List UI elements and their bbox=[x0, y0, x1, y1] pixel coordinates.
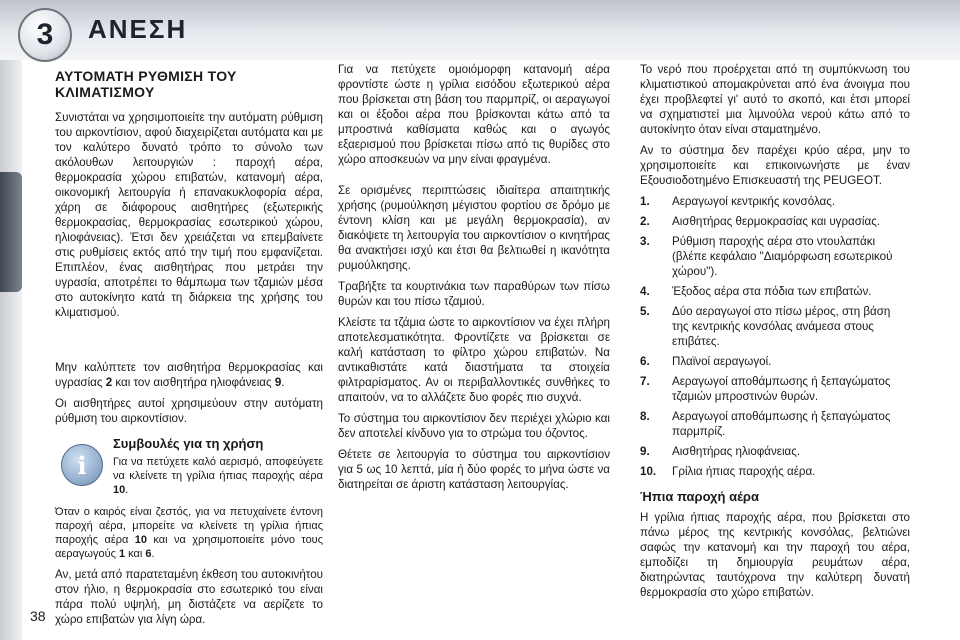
ref-number: 10 bbox=[134, 534, 147, 546]
paragraph: Οι αισθητήρες αυτοί χρησιμεύουν στην αυτόματη ρύθμιση του αιρκοντίσιον. bbox=[55, 397, 323, 425]
tip-box bbox=[55, 436, 323, 497]
legend-text: Δύο αεραγωγοί στο πίσω μέρος, στη βάση της κεντρικής κονσόλας ανάμεσα στους επιβάτες. bbox=[672, 305, 891, 348]
legend-item bbox=[640, 374, 910, 404]
legend-number: 9. bbox=[640, 445, 650, 458]
legend-text: Αισθητήρας θερμοκρασίας και υγρασίας. bbox=[672, 215, 881, 228]
paragraph bbox=[55, 505, 323, 561]
tip-text bbox=[113, 455, 323, 497]
legend-item bbox=[640, 354, 910, 369]
paragraph: Αν το σύστημα δεν παρέχει κρύο αέρα, μην το χρησιμοποιείτε και επικοινωνήστε με έναν Εξουσιοδοτημένο Επισκευαστή της PEUGEOT. bbox=[640, 144, 910, 187]
paragraph: Θέτετε σε λειτουργία το σύστημα του αιρκοντίσιον για 5 ως 10 λεπτά, μία ή δύο φορές το μήνα ώστε να διατηρείται σε άριστη κατάσταση λειτουργίας. bbox=[338, 448, 610, 491]
legend-text: Ρύθμιση παροχής αέρα στο ντουλαπάκι (βλέπε κεφάλαιο "Διαμόρφωση εσωτερικού χώρου"). bbox=[672, 235, 893, 278]
ref-number: 10 bbox=[113, 484, 126, 496]
legend-number: 5. bbox=[640, 305, 650, 318]
paragraph: Συνιστάται να χρησιμοποιείτε την αυτόματη ρύθμιση του αιρκοντίσιον, αφού διαχειρίζεται αυτόματα και με τον καλύτερο δυνατό τρόπο το σύνολο των ακόλουθων λειτουργιών : παροχή αέρα, θερμοκρασία χώρου επιβατών, κατανομή αέρα, οικονομική λειτουργία ή επανακυκλοφορία αέρα, χάρη σε διάφορους αισθητήρες (εξωτερικής θερμοκρασίας, θερμοκρασίας εσωτερικού χώρου, ηλιοφάνειας). Έτσι δεν χρειάζεται να επεμβαίνετε στις ρυθμίσεις εκτός από την τιμή που εμφανίζεται. Επιπλέον, ένας αισθητήρας που μετράει την υγρασία, αποτρέπει το θάμπωμα των τζαμιών μέσα στο αυτοκίνητο κατά τη διάρκεια της χρήσης του κλιματισμού. bbox=[55, 111, 323, 319]
info-icon: i bbox=[61, 444, 103, 486]
legend-item bbox=[640, 194, 910, 209]
legend-text: Αεραγωγοί αποθάμπωσης ή ξεπαγώματος παρμπρίζ. bbox=[672, 410, 891, 438]
chapter-title: ΑΝΕΣΗ bbox=[88, 14, 188, 44]
section-heading: ΑΥΤΟΜΑΤΗ ΡΥΘΜΙΣΗ ΤΟΥ ΚΛΙΜΑΤΙΣΜΟΥ bbox=[55, 68, 237, 100]
paragraph: Κλείστε τα τζάμια ώστε το αιρκοντίσιον να έχει πλήρη αποτελεσματικότητα. Φροντίζετε να βρίσκεται σε καλή κατάσταση το φίλτρο χώρου επιβατών. Να αντικαθιστάτε κατά διαστήματα τα στοιχεία φιλτραρίσματος. Αν οι περιβαλλοντικές συνθήκες το απαιτούν, να το αλλάζετε δυο φορές πιο συχνά. bbox=[338, 316, 610, 404]
active-chapter-tab bbox=[0, 172, 22, 292]
ref-number: 9 bbox=[274, 376, 282, 389]
legend-number: 1. bbox=[640, 195, 650, 208]
legend-number: 3. bbox=[640, 235, 650, 248]
legend-number: 6. bbox=[640, 355, 650, 368]
legend-number: 4. bbox=[640, 285, 650, 298]
text: . bbox=[125, 484, 129, 496]
paragraph: Το νερό που προέρχεται από τη συμπύκνωση του κλιματιστικού απομακρύνεται από ένα άνοιγμα που έχει προβλεφτεί γι' αυτό το σκοπό, και έτσι μπορεί να σχηματιστεί μια λιμνούλα νερού κάτω από το αυτοκίνητο όταν είναι σταματημένο. bbox=[640, 63, 910, 136]
tip-title: Συμβουλές για τη χρήση bbox=[113, 436, 264, 451]
legend-text: Αεραγωγοί κεντρικής κονσόλας. bbox=[672, 195, 836, 208]
legend-item bbox=[640, 304, 910, 349]
paragraph bbox=[55, 360, 323, 390]
column-1 bbox=[55, 62, 323, 633]
paragraph: Τραβήξτε τα κουρτινάκια των παραθύρων των πίσω θυρών και του πίσω τζαμιού. bbox=[338, 280, 610, 308]
ref-number: 1 bbox=[118, 548, 126, 560]
text: . bbox=[281, 376, 285, 389]
column-3 bbox=[640, 62, 910, 606]
legend-list bbox=[640, 194, 910, 479]
legend-number: 7. bbox=[640, 375, 650, 388]
legend-number: 10. bbox=[640, 465, 657, 478]
text: και τον αισθητήρα ηλιοφάνειας bbox=[112, 376, 275, 389]
page-number: 38 bbox=[30, 608, 46, 624]
ref-number: 2 bbox=[105, 376, 113, 389]
subheading: Ήπια παροχή αέρα bbox=[640, 489, 759, 504]
paragraph: Για να πετύχετε ομοιόμορφη κατανομή αέρα φροντίστε ώστε η γρίλια εισόδου εξωτερικού αέρα που βρίσκεται στη βάση του παρμπρίζ, οι αεραγωγοί και οι έξοδοι αέρα που βρίσκονται κάτω από τα μπροστινά καθίσματα καθώς και ο αγωγός εξαερισμού που βρίσκεται πίσω από τις θυρίδες στο χώρο αποσκευών να μην είναι φραγμένα. bbox=[338, 63, 610, 166]
legend-item bbox=[640, 234, 910, 279]
legend-number: 8. bbox=[640, 410, 650, 423]
legend-item bbox=[640, 284, 910, 299]
legend-item bbox=[640, 464, 910, 479]
legend-item bbox=[640, 214, 910, 229]
ref-number: 6 bbox=[145, 548, 152, 560]
text: και bbox=[125, 548, 146, 560]
paragraph: Σε ορισμένες περιπτώσεις ιδιαίτερα απαιτητικής χρήσης (ρυμούλκηση μέγιστου φορτίου σε δρόμο με έντονη κλίση και με μεγάλη θερμοκρασία), αν διακόψετε τη λειτουργία του αιρκοντίσιον ο κινητήρας θα ανακτήσει ισχύ και έτσι θα βελτιωθεί η ικανότητα ρυμούλκησης. bbox=[338, 184, 610, 272]
text: Όταν ο καιρός είναι ζεστός, για να πετυχαίνετε έντονη παροχή αέρα, μπορείτε να κλείνετε τη γρίλια ήπιας παροχής αέρα bbox=[55, 506, 323, 546]
legend-text: Γρίλια ήπιας παροχής αέρα. bbox=[672, 465, 816, 478]
text: και να χρησιμοποιείτε μόνο τους αεραγωγούς bbox=[55, 534, 323, 560]
legend-text: Αεραγωγοί αποθάμπωσης ή ξεπαγώματος τζαμιών μπροστινών θυρών. bbox=[672, 375, 891, 403]
paragraph: Αν, μετά από παρατεταμένη έκθεση του αυτοκινήτου στον ήλιο, η θερμοκρασία στο εσωτερικό του είναι πάρα πολύ υψηλή, μη διστάζετε να αερίζετε το χώρο επιβατών για λίγη ώρα. bbox=[55, 568, 323, 626]
legend-item bbox=[640, 444, 910, 459]
chapter-number-badge: 3 bbox=[18, 8, 72, 62]
chapter-side-tab bbox=[0, 60, 22, 640]
legend-text: Έξοδος αέρα στα πόδια των επιβατών. bbox=[672, 285, 872, 298]
legend-number: 2. bbox=[640, 215, 650, 228]
text: . bbox=[151, 548, 155, 560]
paragraph: Το σύστημα του αιρκοντίσιον δεν περιέχει χλώριο και δεν αποτελεί κίνδυνο για το στρώμα του όζοντος. bbox=[338, 412, 610, 440]
text: Για να πετύχετε καλό αερισμό, αποφεύγετε να κλείνετε τη γρίλια ήπιας παροχής αέρα bbox=[113, 456, 323, 482]
legend-text: Πλαϊνοί αεραγωγοί. bbox=[672, 355, 772, 368]
legend-text: Αισθητήρας ηλιοφάνειας. bbox=[672, 445, 801, 458]
column-2 bbox=[338, 62, 610, 498]
text: Μην καλύπτετε τον αισθητήρα θερμοκρασίας και υγρασίας bbox=[55, 361, 323, 389]
legend-item bbox=[640, 409, 910, 439]
paragraph: Η γρίλια ήπιας παροχής αέρα, που βρίσκεται στο πάνω μέρος της κεντρικής κονσόλας, βελτιώνει σαφώς την κατανομή και την παροχή του αέρα, εμποδίζει τη δημιουργία ρευμάτων αέρα, διατηρώντας ταυτόχρονα την καλύτερη δυνατή θερμοκρασία στο χώρο επιβατών. bbox=[640, 511, 910, 599]
